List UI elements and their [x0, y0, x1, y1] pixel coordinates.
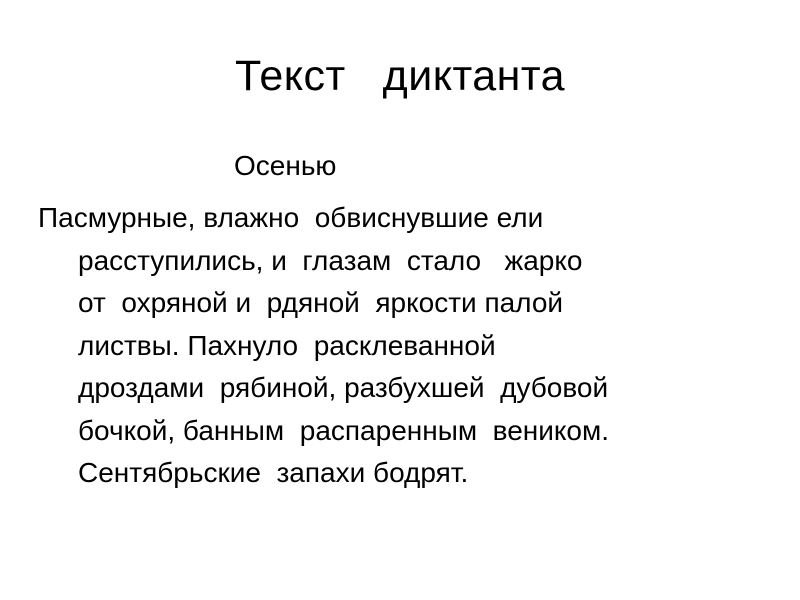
slide-title: Текст диктанта [234, 52, 566, 100]
paragraph-line: Сентябрьские запахи бодрят. [78, 457, 469, 488]
paragraph-line: бочкой, банным распаренным веником. [78, 414, 610, 446]
paragraph-line: расступились, и глазам стало жарко [78, 244, 583, 276]
paragraph-line: от охряной и рдяной яркости палой [78, 287, 564, 318]
paragraph-line: листвы. Пахнуло расклеванной [78, 329, 496, 361]
paragraph-line: Пасмурные, влажно обвиснувшие ели [38, 202, 544, 233]
text-heading: Осенью [234, 150, 337, 181]
paragraph-line: дроздами рябиной, разбухшей дубовой [78, 372, 609, 403]
dictation-paragraph [38, 197, 778, 495]
